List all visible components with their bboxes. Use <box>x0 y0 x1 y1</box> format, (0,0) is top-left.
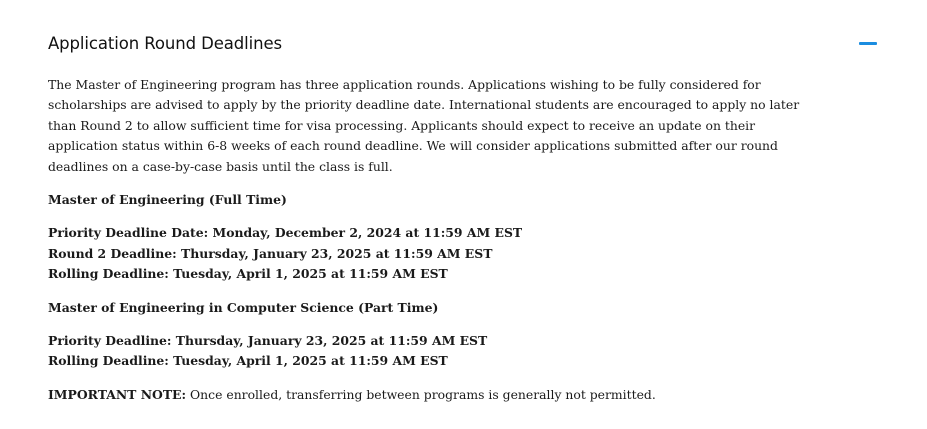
accordion-body <box>48 75 808 405</box>
rolling-deadline: Rolling Deadline: Tuesday, April 1, 2025 at 11:59 AM EST <box>48 266 448 282</box>
collapse-button[interactable] <box>856 32 880 56</box>
important-note <box>48 385 808 405</box>
priority-deadline: Priority Deadline: Thursday, January 23, 2025 at 11:59 AM EST <box>48 333 488 349</box>
minus-icon <box>859 42 877 45</box>
program-heading-full-time: Master of Engineering (Full Time) <box>48 192 287 208</box>
section-title: Application Round Deadlines <box>48 34 283 53</box>
rolling-deadline: Rolling Deadline: Tuesday, April 1, 2025 at 11:59 AM EST <box>48 353 448 369</box>
round-2-deadline: Round 2 Deadline: Thursday, January 23, 2025 at 11:59 AM EST <box>48 245 493 261</box>
note-text: Once enrolled, transferring between programs is generally not permitted. <box>186 386 656 402</box>
accordion-header[interactable] <box>48 32 879 56</box>
note-label: IMPORTANT NOTE: <box>48 386 187 402</box>
program-heading-part-time: Master of Engineering in Computer Science (Part Time) <box>48 299 439 315</box>
intro-paragraph: The Master of Engineering program has three application rounds. Applications wishing to be fully considered for scholarships are advised to apply by the priority deadline date. International students are encouraged to apply no later than Round 2 to allow sufficient time for visa processing. Applicants should expect to receive an update on their application status within 6-8 weeks of each round deadline. We will consider applications submitted after our round deadlines on a case-by-case basis until the class is full. <box>48 77 800 174</box>
deadlines-part-time <box>48 331 808 372</box>
deadlines-full-time <box>48 223 808 284</box>
priority-deadline: Priority Deadline Date: Monday, December 2, 2024 at 11:59 AM EST <box>48 225 523 241</box>
